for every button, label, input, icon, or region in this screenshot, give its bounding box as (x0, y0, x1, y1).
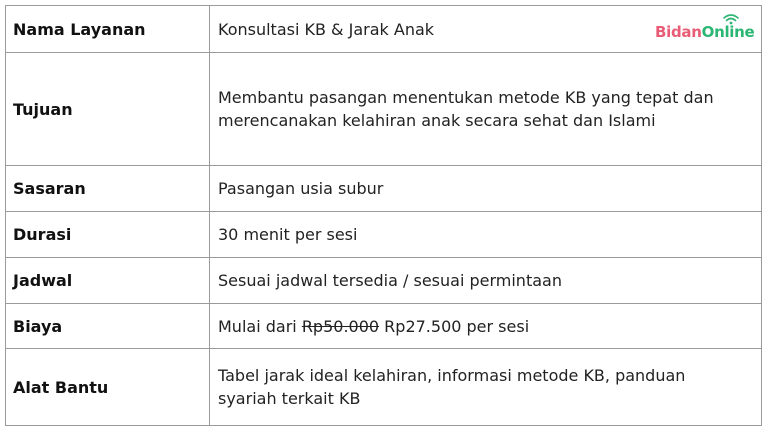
value-line: Membantu pasangan menentukan metode KB yang tepat dan (218, 88, 714, 107)
row-value (210, 53, 762, 166)
row-value: Pasangan usia subur (210, 166, 762, 212)
table-row-tujuan (6, 53, 762, 166)
row-label: Alat Bantu (6, 349, 210, 426)
logo-text-online: Online (701, 23, 755, 41)
logo-text-bidan: Bidan (655, 23, 702, 41)
bidanonline-logo (655, 13, 755, 43)
price-current: Rp27.500 per sesi (384, 316, 530, 336)
logo-wordmark (655, 23, 754, 41)
old-price: Rp50.000 (301, 316, 380, 336)
row-label: Sasaran (6, 166, 210, 212)
table-row-nama-layanan (6, 6, 762, 53)
row-value: Konsultasi KB & Jarak Anak (210, 6, 762, 53)
row-label: Jadwal (6, 258, 210, 304)
table-row-sasaran (6, 166, 762, 212)
table-row-durasi (6, 212, 762, 258)
table-row-biaya (6, 304, 762, 349)
row-value: Sesuai jadwal tersedia / sesuai permintaan (210, 258, 762, 304)
value-line: syariah terkait KB (218, 389, 361, 408)
service-info-table (5, 5, 762, 426)
value-line: merencanakan kelahiran anak secara sehat dan Islami (218, 111, 656, 130)
row-value: 30 menit per sesi (210, 212, 762, 258)
row-value (210, 349, 762, 426)
table-row-jadwal (6, 258, 762, 304)
row-label: Durasi (6, 212, 210, 258)
table-row-alat-bantu (6, 349, 762, 426)
row-label: Biaya (6, 304, 210, 349)
row-label: Nama Layanan (6, 6, 210, 53)
row-value (210, 304, 762, 349)
row-label: Tujuan (6, 53, 210, 166)
value-line: Tabel jarak ideal kelahiran, informasi metode KB, panduan (218, 366, 686, 385)
price-prefix: Mulai dari (218, 316, 297, 336)
